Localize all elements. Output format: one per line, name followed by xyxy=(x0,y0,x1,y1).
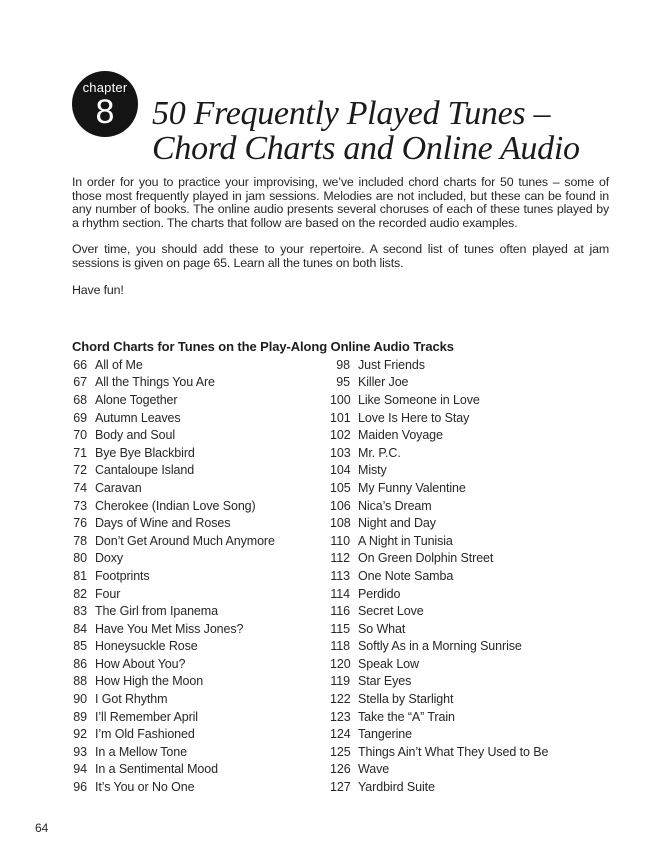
tune-title: All the Things You Are xyxy=(95,375,215,390)
tune-page-number: 96 xyxy=(73,780,87,795)
tune-title: Softly As in a Morning Sunrise xyxy=(358,639,522,654)
tune-title: Honeysuckle Rose xyxy=(95,639,198,654)
tune-list-item xyxy=(330,585,548,603)
tune-page-number: 78 xyxy=(73,533,87,548)
tune-list-item xyxy=(330,602,548,620)
tune-title: Killer Joe xyxy=(358,375,409,390)
tune-page-number: 124 xyxy=(330,727,351,742)
tune-title: Four xyxy=(95,586,121,601)
tune-title: On Green Dolphin Street xyxy=(358,551,494,566)
tune-title: Love Is Here to Stay xyxy=(358,410,470,425)
tune-title: Take the “A” Train xyxy=(358,709,455,724)
tune-list-item xyxy=(330,655,548,673)
tune-list-item xyxy=(67,585,275,603)
chapter-badge xyxy=(72,71,138,137)
tune-title: In a Sentimental Mood xyxy=(95,762,218,777)
tune-page-number: 72 xyxy=(73,463,87,478)
tune-title: Body and Soul xyxy=(95,428,176,443)
tune-title: It’s You or No One xyxy=(95,780,195,795)
tune-list-item xyxy=(330,444,548,462)
tune-page-number: 70 xyxy=(73,428,87,443)
tune-list-item xyxy=(67,374,275,392)
tune-page-number: 100 xyxy=(330,392,351,407)
tune-page-number: 122 xyxy=(330,692,351,707)
tune-page-number: 119 xyxy=(330,674,350,689)
tune-page-number: 88 xyxy=(73,674,87,689)
tune-page-number: 104 xyxy=(330,463,351,478)
tune-list-item xyxy=(330,426,548,444)
tune-title: Nica’s Dream xyxy=(358,498,432,513)
tune-list-item xyxy=(330,497,548,515)
tune-title: Things Ain’t What They Used to Be xyxy=(358,744,549,759)
tune-list-item xyxy=(67,479,275,497)
tune-title: In a Mellow Tone xyxy=(95,744,187,759)
tune-list-item xyxy=(67,391,275,409)
intro-paragraph-1: In order for you to practice your improvising, we’ve included chord charts for 50 tunes – some of those most frequently played in jam sessions. Melodies are not included, but these can be found in any number of books. The online audio presents several choruses of each of these tunes played by a rhythm section. The charts that follow are based on the recorded audio examples. xyxy=(72,175,609,230)
tune-list-item xyxy=(330,550,548,568)
tune-title: So What xyxy=(358,621,406,636)
tune-page-number: 106 xyxy=(330,498,351,513)
tune-list-item xyxy=(330,725,548,743)
tune-list-item xyxy=(330,638,548,656)
tune-title: My Funny Valentine xyxy=(358,480,466,495)
tune-list-item xyxy=(67,638,275,656)
tune-list-item xyxy=(67,761,275,779)
tune-page-number: 114 xyxy=(330,586,350,601)
tune-title: Night and Day xyxy=(358,516,436,531)
tune-page-number: 126 xyxy=(330,762,351,777)
tune-list-item xyxy=(330,778,548,796)
tune-title: Cantaloupe Island xyxy=(95,463,195,478)
tune-page-number: 112 xyxy=(330,551,350,566)
tune-title: Yardbird Suite xyxy=(358,780,435,795)
tune-page-number: 82 xyxy=(73,586,87,601)
tune-title: Have You Met Miss Jones? xyxy=(95,621,244,636)
tune-page-number: 98 xyxy=(336,357,350,372)
tune-title: Tangerine xyxy=(358,727,413,742)
intro-paragraph-2: Over time, you should add these to your repertoire. A second list of tunes often played at jam sessions is given on page 65. Learn all the tunes on both lists. xyxy=(72,242,609,270)
chapter-title xyxy=(152,96,580,166)
tune-list-item xyxy=(330,479,548,497)
tune-list-item xyxy=(67,567,275,585)
tune-list-item xyxy=(330,620,548,638)
tune-list-right-column xyxy=(330,356,548,796)
chapter-title-line2: Chord Charts and Online Audio xyxy=(152,130,580,167)
tune-page-number: 127 xyxy=(330,780,351,795)
tune-title: Misty xyxy=(358,463,387,478)
tune-title: How About You? xyxy=(95,656,186,671)
chapter-badge-label: chapter xyxy=(82,79,128,95)
tune-title: All of Me xyxy=(95,357,143,372)
tune-title: Maiden Voyage xyxy=(358,428,443,443)
tune-page-number: 68 xyxy=(73,392,87,407)
tune-title: The Girl from Ipanema xyxy=(95,604,218,619)
tune-page-number: 69 xyxy=(73,410,87,425)
tune-page-number: 89 xyxy=(73,709,87,724)
tune-list-item xyxy=(330,356,548,374)
tune-title: Stella by Starlight xyxy=(358,692,454,707)
tune-page-number: 105 xyxy=(330,480,351,495)
tune-list-item xyxy=(330,673,548,691)
tune-title: A Night in Tunisia xyxy=(358,533,453,548)
tune-title: Speak Low xyxy=(358,656,419,671)
tune-page-number: 101 xyxy=(330,410,351,425)
tune-list-item xyxy=(67,690,275,708)
tune-page-number: 103 xyxy=(330,445,351,460)
tune-page-number: 66 xyxy=(73,357,87,372)
tune-page-number: 74 xyxy=(73,480,87,495)
tune-title: I’m Old Fashioned xyxy=(95,727,195,742)
tune-list-item xyxy=(330,514,548,532)
tune-title: How High the Moon xyxy=(95,674,204,689)
tune-title: Caravan xyxy=(95,480,142,495)
tune-list-item xyxy=(330,761,548,779)
tune-list-item xyxy=(67,743,275,761)
tune-page-number: 120 xyxy=(330,656,351,671)
tune-list-item xyxy=(67,620,275,638)
tune-title: Days of Wine and Roses xyxy=(95,516,231,531)
tune-list-item xyxy=(67,497,275,515)
tune-list-item xyxy=(330,391,548,409)
tune-list-item xyxy=(67,532,275,550)
tune-list-item xyxy=(67,673,275,691)
tune-list-item xyxy=(67,655,275,673)
tune-list-left-column xyxy=(67,356,275,796)
tune-page-number: 95 xyxy=(336,375,350,390)
tune-title: Wave xyxy=(358,762,390,777)
tune-list-item xyxy=(67,708,275,726)
tune-title: I Got Rhythm xyxy=(95,692,168,707)
tune-page-number: 93 xyxy=(73,744,87,759)
tune-page-number: 67 xyxy=(73,375,87,390)
tune-page-number: 92 xyxy=(73,727,87,742)
tune-title: I’ll Remember April xyxy=(95,709,198,724)
tune-page-number: 84 xyxy=(73,621,87,636)
tune-list-item xyxy=(67,778,275,796)
tune-page-number: 90 xyxy=(73,692,87,707)
tune-list-item xyxy=(330,708,548,726)
tune-list-item xyxy=(330,374,548,392)
tune-title: Doxy xyxy=(95,551,124,566)
tune-list-item xyxy=(67,426,275,444)
tune-page-number: 118 xyxy=(330,639,350,654)
tune-title: Secret Love xyxy=(358,604,424,619)
tune-title: Mr. P.C. xyxy=(358,445,401,460)
tune-title: Star Eyes xyxy=(358,674,412,689)
tune-page-number: 102 xyxy=(330,428,351,443)
tune-list-item xyxy=(67,550,275,568)
tune-title: One Note Samba xyxy=(358,568,454,583)
tune-list-item xyxy=(330,462,548,480)
tune-list-item xyxy=(330,690,548,708)
tune-list-heading: Chord Charts for Tunes on the Play-Along Online Audio Tracks xyxy=(72,339,454,354)
tune-title: Like Someone in Love xyxy=(358,392,480,407)
tune-page-number: 81 xyxy=(73,568,87,583)
tune-list-item xyxy=(330,743,548,761)
tune-page-number: 80 xyxy=(73,551,87,566)
tune-list-item xyxy=(330,409,548,427)
tune-list-item xyxy=(67,409,275,427)
tune-page-number: 125 xyxy=(330,744,351,759)
tune-page-number: 83 xyxy=(73,604,87,619)
tune-list-item xyxy=(67,462,275,480)
tune-page-number: 113 xyxy=(330,568,350,583)
have-fun-line: Have fun! xyxy=(72,283,124,297)
tune-page-number: 86 xyxy=(73,656,87,671)
tune-title: Perdido xyxy=(358,586,401,601)
tune-list-item xyxy=(330,567,548,585)
tune-title: Alone Together xyxy=(95,392,178,407)
tune-page-number: 85 xyxy=(73,639,87,654)
tune-page-number: 94 xyxy=(73,762,87,777)
chapter-badge-number: 8 xyxy=(95,92,115,131)
tune-list-item xyxy=(67,602,275,620)
tune-page-number: 73 xyxy=(73,498,87,513)
tune-page-number: 71 xyxy=(73,445,87,460)
tune-page-number: 76 xyxy=(73,516,87,531)
tune-title: Autumn Leaves xyxy=(95,410,181,425)
tune-page-number: 110 xyxy=(330,533,350,548)
tune-list-item xyxy=(67,514,275,532)
tune-title: Footprints xyxy=(95,568,150,583)
tune-page-number: 115 xyxy=(330,621,350,636)
tune-list-item xyxy=(67,725,275,743)
tune-page-number: 116 xyxy=(330,604,350,619)
tune-page-number: 108 xyxy=(330,516,351,531)
tune-title: Just Friends xyxy=(358,357,425,372)
tune-page-number: 123 xyxy=(330,709,351,724)
chapter-title-line1: 50 Frequently Played Tunes – xyxy=(152,95,551,132)
tune-list-item xyxy=(330,532,548,550)
tune-list-item xyxy=(67,444,275,462)
page-number: 64 xyxy=(35,821,49,835)
tune-title: Don’t Get Around Much Anymore xyxy=(95,533,275,548)
tune-title: Cherokee (Indian Love Song) xyxy=(95,498,256,513)
tune-title: Bye Bye Blackbird xyxy=(95,445,195,460)
tune-list-item xyxy=(67,356,275,374)
